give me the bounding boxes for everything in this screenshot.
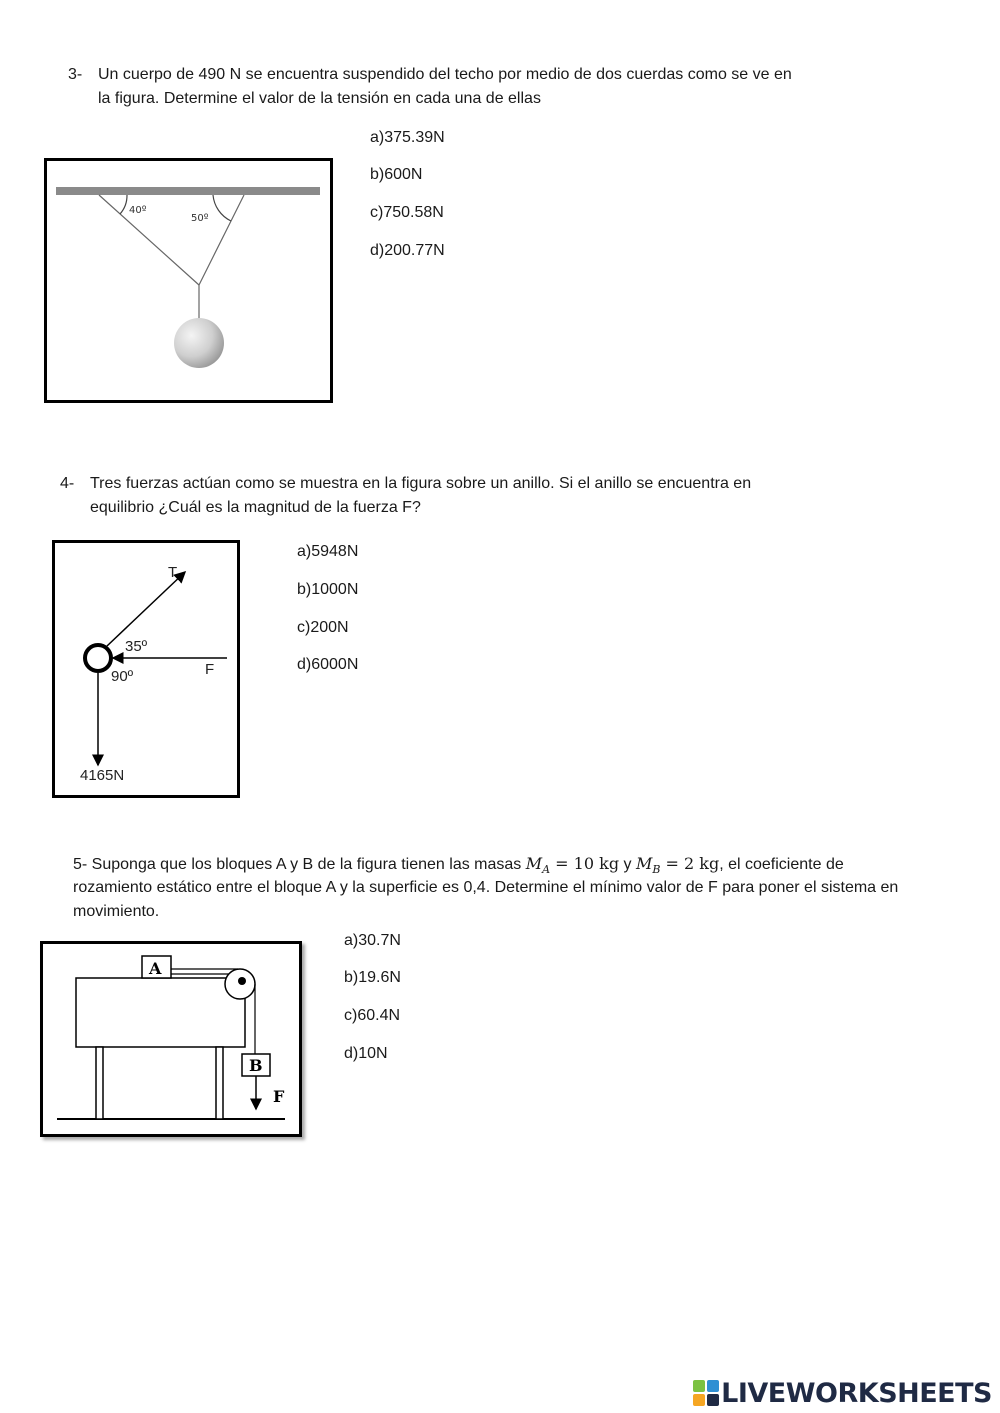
force-f-label: F [273, 1087, 285, 1106]
table-leg-right [216, 1047, 223, 1119]
answer-option[interactable]: c)200N [297, 619, 349, 636]
ring [85, 645, 111, 671]
force-t-arrow [107, 572, 185, 646]
figure-blocks-pulley [40, 941, 302, 1137]
question-text-line: la figura. Determine el valor de la tensión en cada una de ellas [98, 90, 541, 107]
block-b-label: B [249, 1056, 263, 1075]
answer-option[interactable]: b)19.6N [344, 969, 401, 986]
angle-arc-right [213, 195, 231, 221]
liveworksheets-logo[interactable] [693, 1376, 992, 1410]
table-top [76, 978, 245, 1047]
answer-option[interactable]: b)1000N [297, 581, 359, 598]
ring-forces-diagram [55, 543, 237, 795]
question-text-line: equilibrio ¿Cuál es la magnitud de la fuerza F? [90, 499, 421, 516]
question-number: 3- [68, 66, 83, 83]
answer-option[interactable]: d)6000N [297, 656, 359, 673]
answer-option[interactable]: a)375.39N [370, 129, 445, 146]
answer-option[interactable]: a)5948N [297, 543, 359, 560]
angle-label-right: 50º [191, 213, 209, 224]
figure-suspended-mass [44, 158, 333, 403]
question-text-line: Tres fuerzas actúan como se muestra en la figura sobre un anillo. Si el anillo se encuentra en [90, 475, 752, 492]
text-segment: , el coeficiente de [719, 856, 844, 873]
question-text-line: movimiento. [73, 903, 160, 920]
blocks-pulley-diagram [43, 944, 299, 1134]
answer-option[interactable]: b)600N [370, 166, 423, 183]
text-segment: y [619, 856, 636, 873]
angle-label-left: 40º [129, 205, 147, 216]
math-mass-b: $M_B = 2$ kg [635, 854, 720, 877]
answer-option[interactable]: c)750.58N [370, 204, 444, 221]
angle-35-label: 35º [125, 638, 148, 655]
table-leg-left [96, 1047, 103, 1119]
liveworksheets-logo-icon [693, 1380, 719, 1406]
rope-left [99, 195, 199, 285]
label-f: F [205, 661, 215, 678]
hanging-mass [174, 318, 224, 368]
logo-text: LIVEWORKSHEETS [721, 1377, 992, 1409]
answer-option[interactable]: c)60.4N [344, 1007, 401, 1024]
angle-90-label: 90º [111, 668, 134, 685]
weight-label: 4165N [80, 767, 125, 784]
question-number: 4- [60, 475, 75, 492]
question-text-line: rozamiento estático entre el bloque A y la superficie es 0,4. Determine el mínimo valor de F para poner el sistema en [73, 879, 899, 896]
suspended-mass-diagram [47, 161, 330, 400]
text-segment: 5- Suponga que los bloques A y B de la figura tienen las masas [73, 856, 526, 873]
math-mass-a: $M_A = 10$ kg [525, 854, 620, 877]
answer-option[interactable]: d)200.77N [370, 242, 445, 259]
ceiling-bar [56, 187, 320, 195]
question-text-line: Un cuerpo de 490 N se encuentra suspendido del techo por medio de dos cuerdas como se ve en [98, 66, 792, 83]
block-a-label: A [149, 959, 162, 978]
figure-ring-forces [52, 540, 240, 798]
answer-option[interactable]: d)10N [344, 1045, 388, 1062]
rope-right [199, 195, 244, 285]
pulley-axle [238, 977, 246, 985]
answer-option[interactable]: a)30.7N [344, 932, 401, 949]
angle-arc-left [120, 195, 127, 214]
label-t: T [168, 564, 178, 581]
